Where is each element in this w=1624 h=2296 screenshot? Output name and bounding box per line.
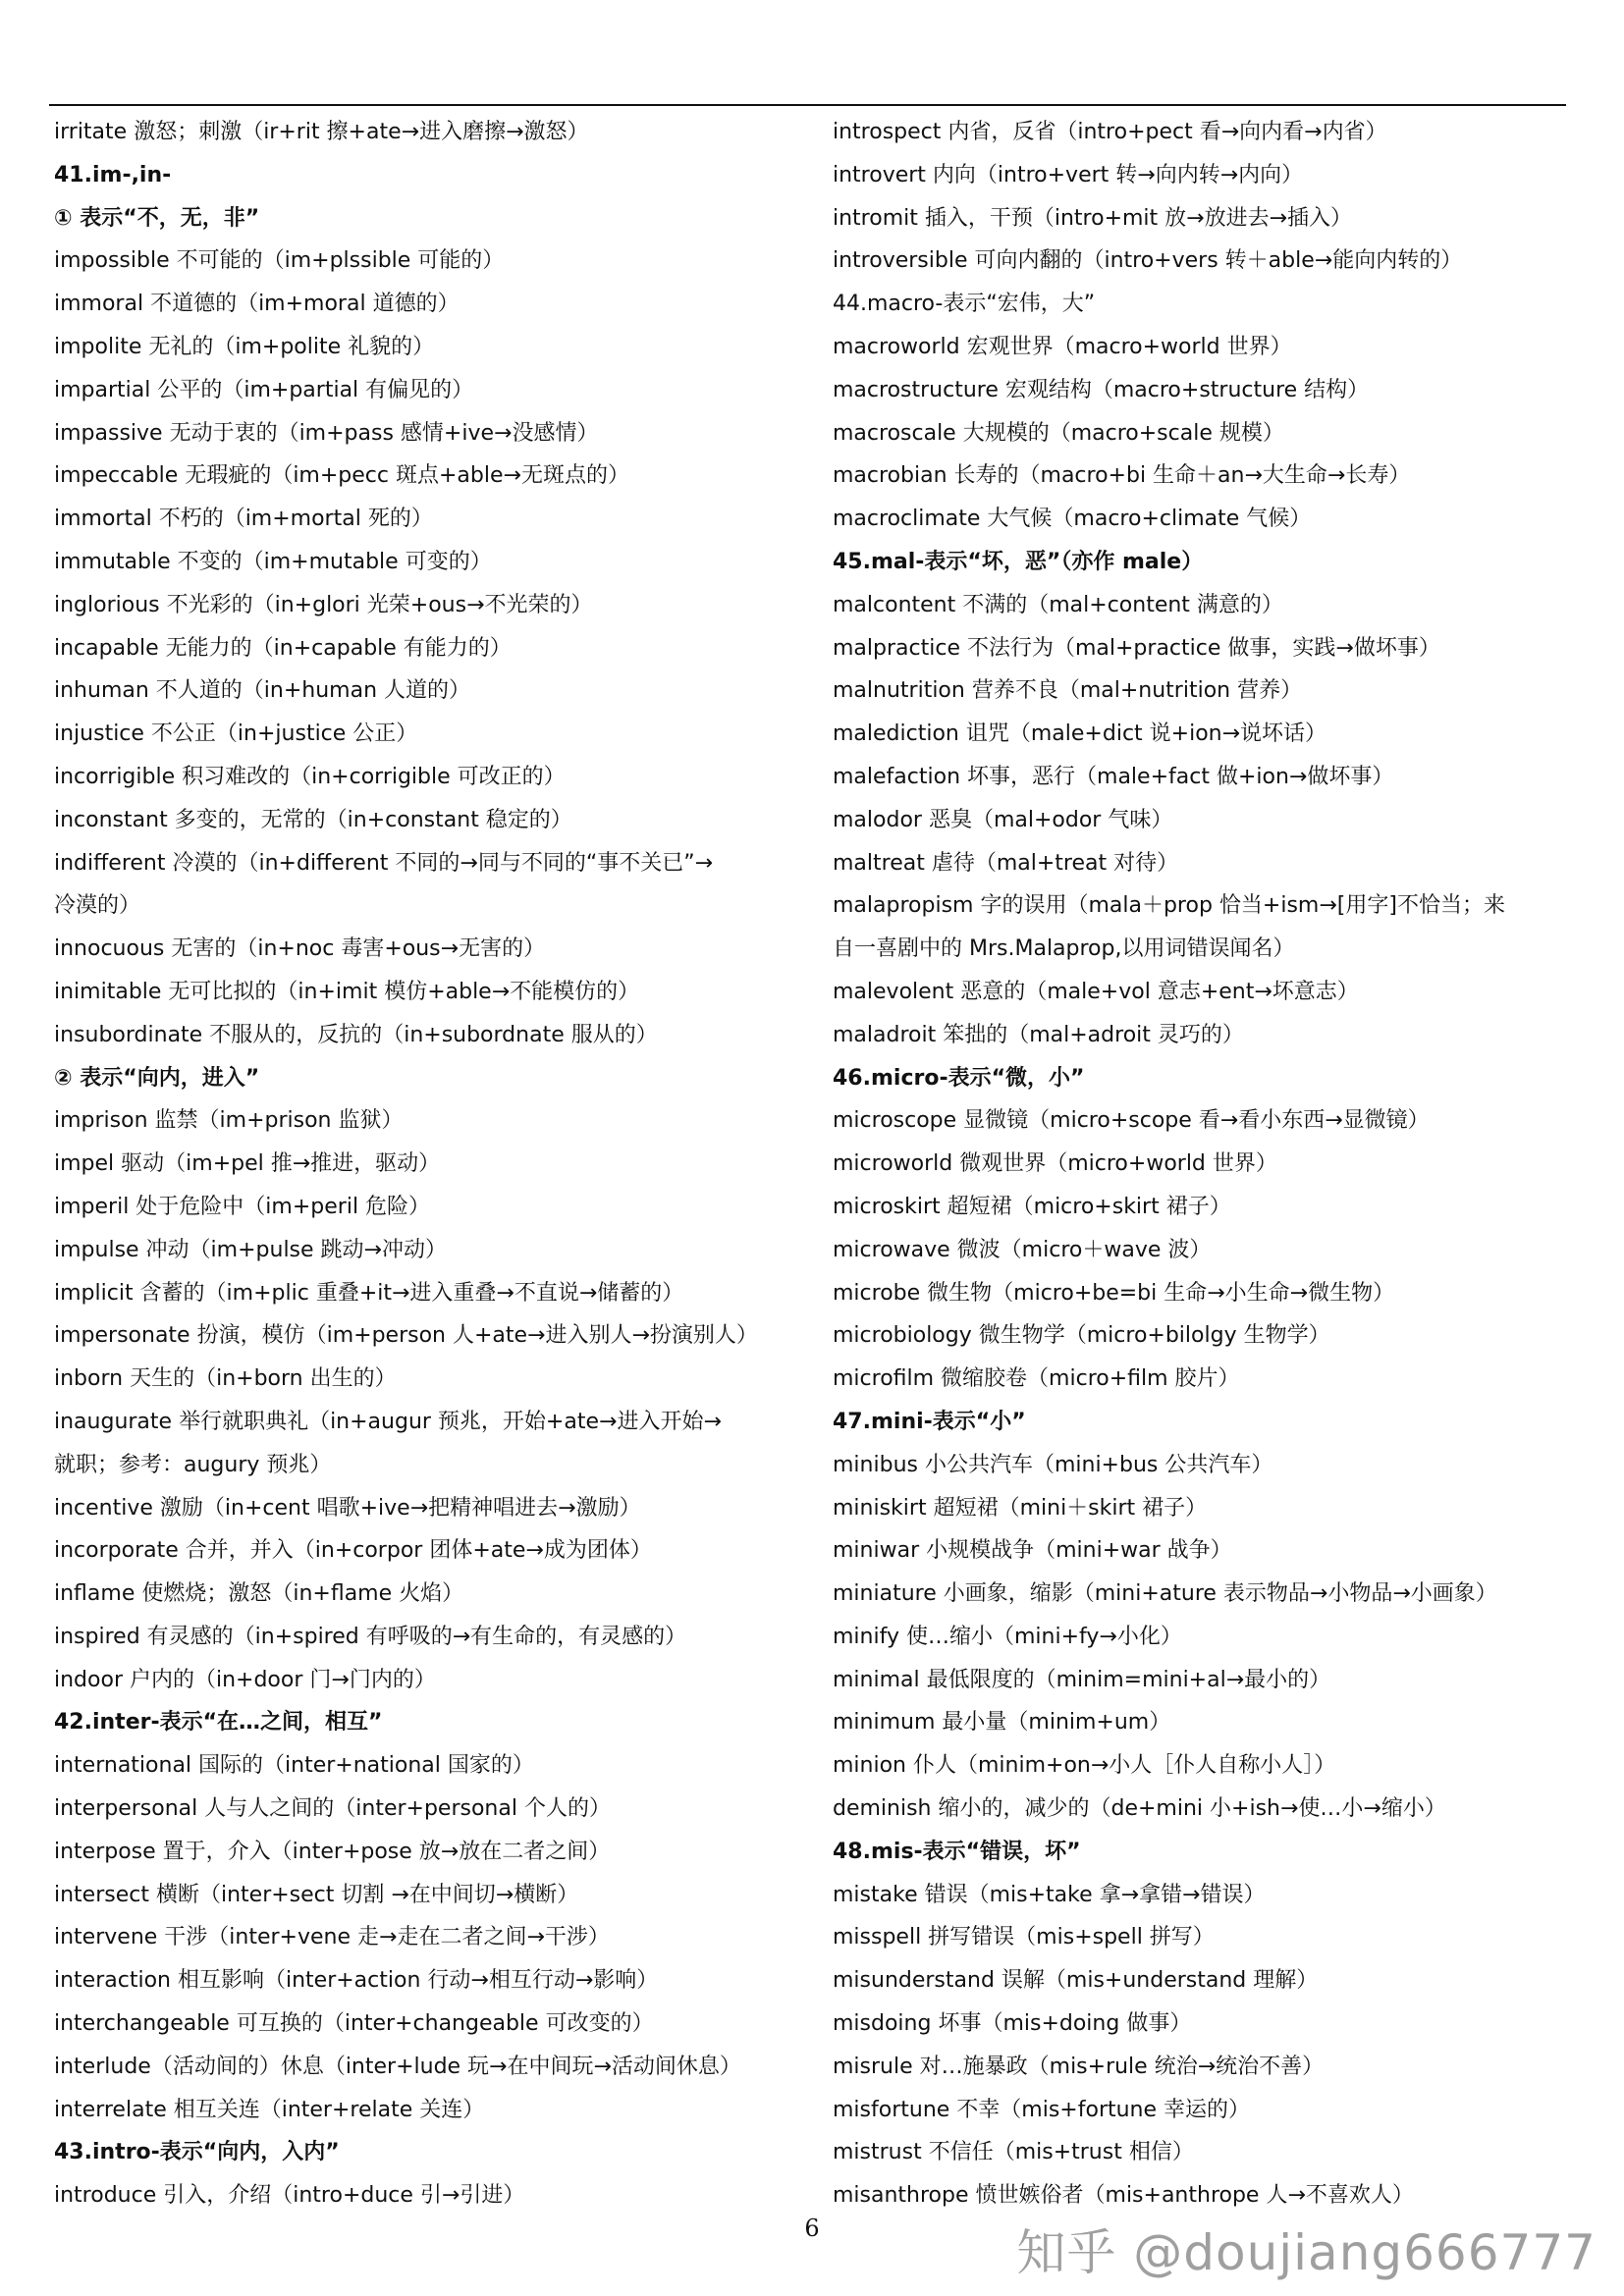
entry-line: insubordinate 不服从的，反抗的（in+subordnate 服从的）	[54, 1022, 658, 1047]
entry-line: maladroit 笨拙的（mal+adroit 灵巧的）	[833, 1022, 1244, 1047]
entry-line: impulse 冲动（im+pulse 跳动→冲动）	[54, 1237, 447, 1262]
entry-line: irritate 激怒；刺激（ir+rit 擦+ate→进入磨擦→激怒）	[54, 120, 589, 144]
entry-line: introspect 内省，反省（intro+pect 看→向内看→内省）	[833, 120, 1387, 144]
entry-line: inglorious 不光彩的（in+glori 光荣+ous→不光荣的）	[54, 592, 593, 617]
entry-line: interpose 置于，介入（inter+pose 放→放在二者之间）	[54, 1839, 611, 1864]
entry-line: interlude（活动间的）休息（inter+lude 玩→在中间玩→活动间休息）	[54, 2054, 741, 2079]
entry-line: 冷漠的）	[54, 893, 141, 919]
section-heading: 43.intro-表示“向内，入内”	[54, 2140, 340, 2165]
entry-line: macroclimate 大气候（macro+climate 气候）	[833, 507, 1312, 532]
entry-line: mistrust 不信任（mis+trust 相信）	[833, 2140, 1194, 2165]
entry-line: imprison 监禁（im+prison 监狱）	[54, 1108, 404, 1134]
entry-line: misunderstand 误解（mis+understand 理解）	[833, 1968, 1319, 1994]
entry-line: intervene 干涉（inter+vene 走→走在二者之间→干涉）	[54, 1925, 610, 1950]
entry-line: microscope 显微镜（micro+scope 看→看小东西→显微镜）	[833, 1108, 1430, 1134]
entry-line: misdoing 坏事（mis+doing 做事）	[833, 2011, 1192, 2037]
entry-line: malediction 诅咒（male+dict 说+ion→说坏话）	[833, 721, 1327, 747]
entry-line: malcontent 不满的（mal+content 满意的）	[833, 592, 1283, 617]
section-heading: 41.im-,in-	[54, 162, 172, 187]
entry-line: inaugurate 举行就职典礼（in+augur 预兆，开始+ate→进入开始→	[54, 1409, 722, 1434]
entry-line: misspell 拼写错误（mis+spell 拼写）	[833, 1925, 1215, 1950]
entry-line: incorrigible 积习难改的（in+corrigible 可改正的）	[54, 764, 566, 789]
entry-line: macrostructure 宏观结构（macro+structure 结构）	[833, 377, 1370, 402]
entry-line: malapropism 字的误用（mala＋prop 恰当+ism→[用字]不恰当；来	[833, 893, 1505, 919]
entry-line: impersonate 扮演，模仿（im+person 人+ate→进入别人→扮演别人）	[54, 1323, 758, 1349]
entry-line: minion 仆人（minim+on→小人［仆人自称小人］）	[833, 1753, 1336, 1779]
section-heading: 45.mal-表示“坏，恶”（亦作 male）	[833, 549, 1204, 574]
section-heading: 46.micro-表示“微，小”	[833, 1065, 1085, 1091]
entry-line: innocuous 无害的（in+noc 毒害+ous→无害的）	[54, 936, 546, 962]
entry-line: intromit 插入，干预（intro+mit 放→放进去→插入）	[833, 205, 1353, 231]
entry-line: interpersonal 人与人之间的（inter+personal 个人的）	[54, 1796, 611, 1822]
section-heading: 47.mini-表示“小”	[833, 1409, 1026, 1434]
right-column	[833, 111, 1564, 2217]
entry-line: microwave 微波（micro＋wave 波）	[833, 1237, 1212, 1262]
entry-line: impolite 无礼的（im+polite 礼貌的）	[54, 334, 435, 359]
entry-line: microworld 微观世界（micro+world 世界）	[833, 1151, 1277, 1177]
entry-line: macroworld 宏观世界（macro+world 世界）	[833, 334, 1292, 359]
entry-line: immortal 不朽的（im+mortal 死的）	[54, 507, 433, 532]
entry-line: inconstant 多变的，无常的（in+constant 稳定的）	[54, 807, 572, 832]
entry-line: implicit 含蓄的（im+plic 重叠+it→进入重叠→不直说→储蓄的）	[54, 1280, 684, 1306]
entry-line: immoral 不道德的（im+moral 道德的）	[54, 292, 460, 317]
entry-line: introversible 可向内翻的（intro+vers 转＋able→能向内转的）	[833, 248, 1463, 274]
entry-line: 就职；参考：augury 预兆）	[54, 1452, 332, 1477]
entry-line: misrule 对…施暴政（mis+rule 统治→统治不善）	[833, 2054, 1325, 2079]
entry-line: miniature 小画象，缩影（mini+ature 表示物品→小物品→小画象）	[833, 1581, 1497, 1607]
entry-line: inspired 有灵感的（in+spired 有呼吸的→有生命的，有灵感的）	[54, 1624, 687, 1649]
entry-line: introduce 引入，介绍（intro+duce 引→引进）	[54, 2183, 525, 2209]
section-heading: ① 表示“不，无，非”	[54, 205, 260, 231]
entry-line: 44.macro-表示“宏伟，大”	[833, 292, 1096, 317]
entry-line: macroscale 大规模的（macro+scale 规模）	[833, 420, 1284, 446]
entry-line: maltreat 虐待（mal+treat 对待）	[833, 850, 1179, 876]
section-heading: 42.inter-表示“在…之间，相互”	[54, 1710, 383, 1735]
entry-line: malevolent 恶意的（male+vol 意志+ent→坏意志）	[833, 979, 1359, 1004]
entry-line: impeccable 无瑕疵的（im+pecc 斑点+able→无斑点的）	[54, 463, 629, 489]
entry-line: inimitable 无可比拟的（in+imit 模仿+able→不能模仿的）	[54, 979, 640, 1004]
entry-line: miniskirt 超短裙（mini＋skirt 裙子）	[833, 1495, 1208, 1521]
entry-line: impartial 公平的（im+partial 有偏见的）	[54, 377, 474, 402]
entry-line: microbiology 微生物学（micro+bilolgy 生物学）	[833, 1323, 1330, 1349]
entry-line: microbe 微生物（micro+be=bi 生命→小生命→微生物）	[833, 1280, 1395, 1306]
section-heading: ② 表示“向内，进入”	[54, 1065, 260, 1091]
entry-line: malpractice 不法行为（mal+practice 做事，实践→做坏事）	[833, 635, 1440, 661]
entry-line: malnutrition 营养不良（mal+nutrition 营养）	[833, 678, 1303, 704]
entry-line: intersect 横断（inter+sect 切割 →在中间切→横断）	[54, 1882, 579, 1907]
entry-line: misanthrope 愤世嫉俗者（mis+anthrope 人→不喜欢人）	[833, 2183, 1414, 2209]
entry-line: inborn 天生的（in+born 出生的）	[54, 1366, 397, 1392]
entry-line: mistake 错误（mis+take 拿→拿错→错误）	[833, 1882, 1266, 1907]
entry-line: impel 驱动（im+pel 推→推进，驱动）	[54, 1151, 441, 1177]
entry-line: impassive 无动于衷的（im+pass 感情+ive→没感情）	[54, 420, 599, 446]
entry-line: microfilm 微缩胶卷（micro+film 胶片）	[833, 1366, 1240, 1392]
entry-line: injustice 不公正（in+justice 公正）	[54, 721, 418, 747]
entry-line: indifferent 冷漠的（in+different 不同的→同与不同的“事不关已”→	[54, 850, 714, 876]
watermark: 知乎 @doujiang666777	[1016, 2224, 1597, 2281]
entry-line: international 国际的（inter+national 国家的）	[54, 1753, 534, 1779]
entry-line: deminish 缩小的，减少的（de+mini 小+ish→使…小→缩小）	[833, 1796, 1446, 1822]
section-heading: 48.mis-表示“错误，坏”	[833, 1839, 1081, 1864]
entry-line: inhuman 不人道的（in+human 人道的）	[54, 678, 471, 704]
entry-line: 自一喜剧中的 Mrs.Malaprop,以用词错误闻名）	[833, 936, 1295, 962]
entry-line: minify 使…缩小（mini+fy→小化）	[833, 1624, 1182, 1649]
entry-line: interaction 相互影响（inter+action 行动→相互行动→影响）	[54, 1968, 659, 1994]
entry-line: interrelate 相互关连（inter+relate 关连）	[54, 2097, 485, 2122]
entry-line: malefaction 坏事，恶行（male+fact 做+ion→做坏事）	[833, 764, 1394, 789]
entry-line: minimum 最小量（minim+um）	[833, 1710, 1171, 1735]
entry-line: imperil 处于危险中（im+peril 危险）	[54, 1194, 431, 1219]
entry-line: incorporate 合并，并入（in+corpor 团体+ate→成为团体）	[54, 1538, 652, 1564]
left-column	[54, 111, 810, 2217]
entry-line: indoor 户内的（in+door 门→门内的）	[54, 1667, 436, 1692]
entry-line: immutable 不变的（im+mutable 可变的）	[54, 549, 492, 574]
entry-line: impossible 不可能的（im+plssible 可能的）	[54, 248, 505, 274]
entry-line: interchangeable 可互换的（inter+changeable 可改变的）	[54, 2011, 654, 2037]
entry-line: incapable 无能力的（in+capable 有能力的）	[54, 635, 512, 661]
entry-line: misfortune 不幸（mis+fortune 幸运的）	[833, 2097, 1251, 2122]
entry-line: malodor 恶臭（mal+odor 气味）	[833, 807, 1173, 832]
page-number: 6	[804, 2215, 820, 2242]
entry-line: minibus 小公共汽车（mini+bus 公共汽车）	[833, 1452, 1273, 1477]
entry-line: microskirt 超短裙（micro+skirt 裙子）	[833, 1194, 1231, 1219]
entry-line: miniwar 小规模战争（mini+war 战争）	[833, 1538, 1232, 1564]
entry-line: macrobian 长寿的（macro+bi 生命＋an→大生命→长寿）	[833, 463, 1411, 489]
entry-line: minimal 最低限度的（minim=mini+al→最小的）	[833, 1667, 1331, 1692]
entry-line: incentive 激励（in+cent 唱歌+ive→把精神唱进去→激励）	[54, 1495, 641, 1521]
top-rule	[49, 104, 1566, 106]
entry-line: inflame 使燃烧；激怒（in+flame 火焰）	[54, 1581, 464, 1607]
entry-line: introvert 内向（intro+vert 转→向内转→内向）	[833, 162, 1304, 187]
